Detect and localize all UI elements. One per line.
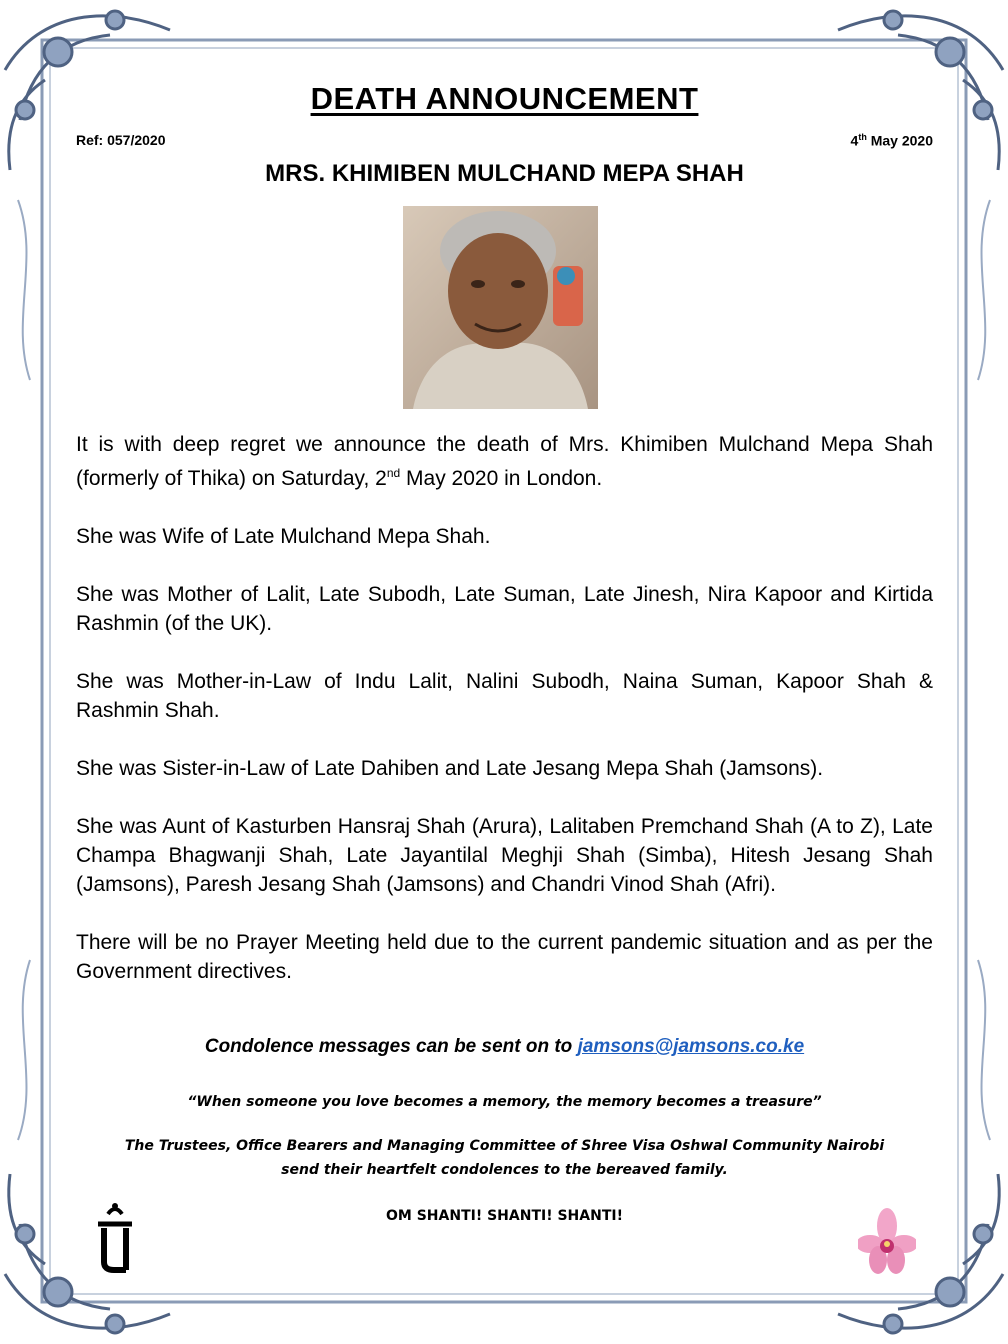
om-shanti-line: OM SHANTI! SHANTI! SHANTI! [386, 1208, 623, 1224]
page-title: DEATH ANNOUNCEMENT [310, 81, 699, 116]
memorial-quote: “When someone you love becomes a memory, the memory becomes a treasure” [187, 1094, 822, 1110]
paragraph-mother-in-law: She was Mother-in-Law of Indu Lalit, Nalini Subodh, Naina Suman, Kapoor Shah & Rashmin Shah. [76, 670, 933, 722]
trustees-condolence: The Trustees, Office Bearers and Managing Committee of Shree Visa Oshwal Community Nairobi send their heartfelt condolences to the bereaved family. [124, 1138, 885, 1178]
paragraph-prayer-meeting: There will be no Prayer Meeting held due to the current pandemic situation and as per the Government directives. [76, 931, 933, 983]
reference-line [76, 132, 933, 149]
condolence-line: Condolence messages can be sent on to jamsons@jamsons.co.ke [204, 1036, 805, 1057]
announcement-body [76, 430, 933, 1015]
announcement-content [76, 78, 933, 1224]
paragraph-sister-in-law: She was Sister-in-Law of Late Dahiben and Late Jesang Mepa Shah (Jamsons). [76, 757, 824, 780]
paragraph-death-notice: It is with deep regret we announce the death of Mrs. Khimiben Mulchand Mepa Shah (formerly of Thika) on Saturday, 2nd May 2020 in London. [76, 433, 933, 490]
jain-symbol-icon [90, 1200, 140, 1275]
deceased-name: MRS. KHIMIBEN MULCHAND MEPA SHAH [265, 159, 744, 187]
paragraph-aunt: She was Aunt of Kasturben Hansraj Shah (Arura), Lalitaben Premchand Shah (A to Z), Late Champa Bhagwanji Shah, Late Jayantilal Meghji Shah (Simba), Hitesh Jesang Shah (Jamsons), Paresh Jesang Shah (Jamsons) and Chandri Vinod Shah (Afri). [76, 815, 933, 896]
paragraph-wife: She was Wife of Late Mulchand Mepa Shah. [76, 525, 491, 548]
reference-number: Ref: 057/2020 [76, 132, 166, 148]
announcement-date: 4th May 2020 [850, 132, 933, 149]
orchid-flower-icon [858, 1208, 916, 1278]
portrait-photo [403, 206, 598, 409]
email-link[interactable]: jamsons@jamsons.co.ke [577, 1036, 805, 1057]
corner-ornament-bottom-left [5, 1174, 170, 1333]
paragraph-mother: She was Mother of Lalit, Late Subodh, Late Suman, Late Jinesh, Nira Kapoor and Kirtida Rashmin (of the UK). [76, 583, 933, 635]
